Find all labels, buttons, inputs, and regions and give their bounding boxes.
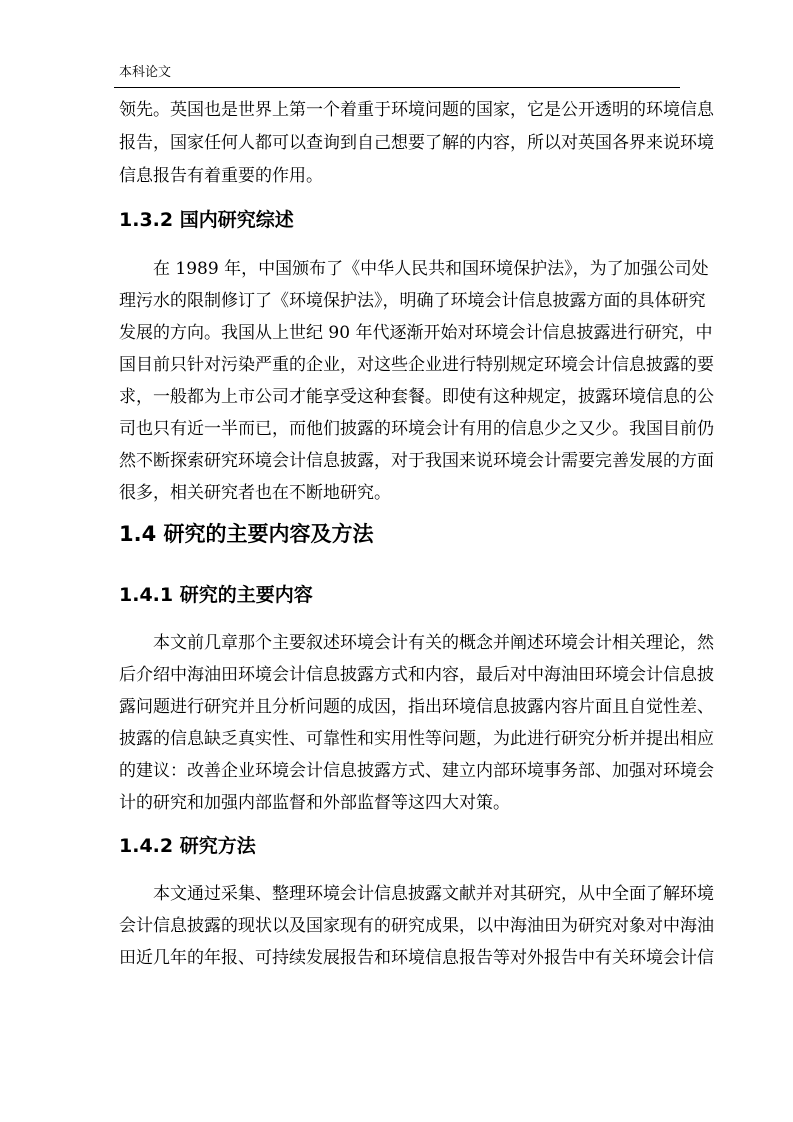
- paragraph-line: 计的研究和加强内部监督和外部监督等这四大对策。: [119, 793, 510, 813]
- paragraph-line: 披露的信息缺乏真实性、可靠性和实用性等问题，为此进行研究分析并提出相应: [119, 729, 714, 749]
- paragraph-line: 会计信息披露的现状以及国家现有的研究成果，以中海油田为研究对象对中海油: [119, 916, 714, 936]
- paragraph-line: 在 1989 年，中国颁布了《中华人民共和国环境保护法》，为了加强公司处: [153, 259, 709, 279]
- paragraph-line: 信息报告有着重要的作用。: [119, 166, 323, 186]
- paragraph-line: 司也只有近一半而已，而他们披露的环境会计有用的信息少之又少。我国目前仍: [119, 419, 714, 439]
- paragraph-line: 很多，相关研究者也在不断地研究。: [119, 483, 391, 503]
- paragraph-line: 本文前几章那个主要叙述环境会计有关的概念并阐述环境会计相关理论，然: [153, 633, 714, 653]
- paragraph-line: 的建议：改善企业环境会计信息披露方式、建立内部环境事务部、加强对环境会: [119, 761, 714, 781]
- paragraph-line: 领先。英国也是世界上第一个着重于环境问题的国家，它是公开透明的环境信息: [119, 100, 714, 120]
- paragraph-line: 本文通过采集、整理环境会计信息披露文献并对其研究，从中全面了解环境: [153, 884, 714, 904]
- paragraph-line: 田近几年的年报、可持续发展报告和环境信息报告等对外报告中有关环境会计信: [119, 948, 714, 968]
- paragraph-line: 求，一般都为上市公司才能享受这种套餐。即使有这种规定，披露环境信息的公: [119, 387, 714, 407]
- section-heading-1-4: 1.4 研究的主要内容及方法: [119, 522, 374, 546]
- paragraph-line: 报告，国家任何人都可以查询到自己想要了解的内容，所以对英国各界来说环境: [119, 133, 714, 153]
- section-heading-1-4-1: 1.4.1 研究的主要内容: [119, 584, 313, 606]
- paragraph-line: 然不断探索研究环境会计信息披露，对于我国来说环境会计需要完善发展的方面: [119, 451, 714, 471]
- paragraph-line: 理污水的限制修订了《环境保护法》，明确了环境会计信息披露方面的具体研究: [119, 291, 706, 311]
- paragraph-line: 发展的方向。我国从上世纪 90 年代逐渐开始对环境会计信息披露进行研究，中: [119, 323, 713, 343]
- page-header: 本科论文: [119, 65, 172, 80]
- paragraph-line: 后介绍中海油田环境会计信息披露方式和内容，最后对中海油田环境会计信息披: [119, 665, 714, 685]
- header-divider: [114, 87, 680, 88]
- section-heading-1-3-2: 1.3.2 国内研究综述: [119, 209, 294, 231]
- paragraph-line: 国目前只针对污染严重的企业，对这些企业进行特别规定环境会计信息披露的要: [119, 355, 714, 375]
- paragraph-line: 露问题进行研究并且分析问题的成因，指出环境信息披露内容片面且自觉性差、: [119, 697, 714, 717]
- section-heading-1-4-2: 1.4.2 研究方法: [119, 835, 256, 857]
